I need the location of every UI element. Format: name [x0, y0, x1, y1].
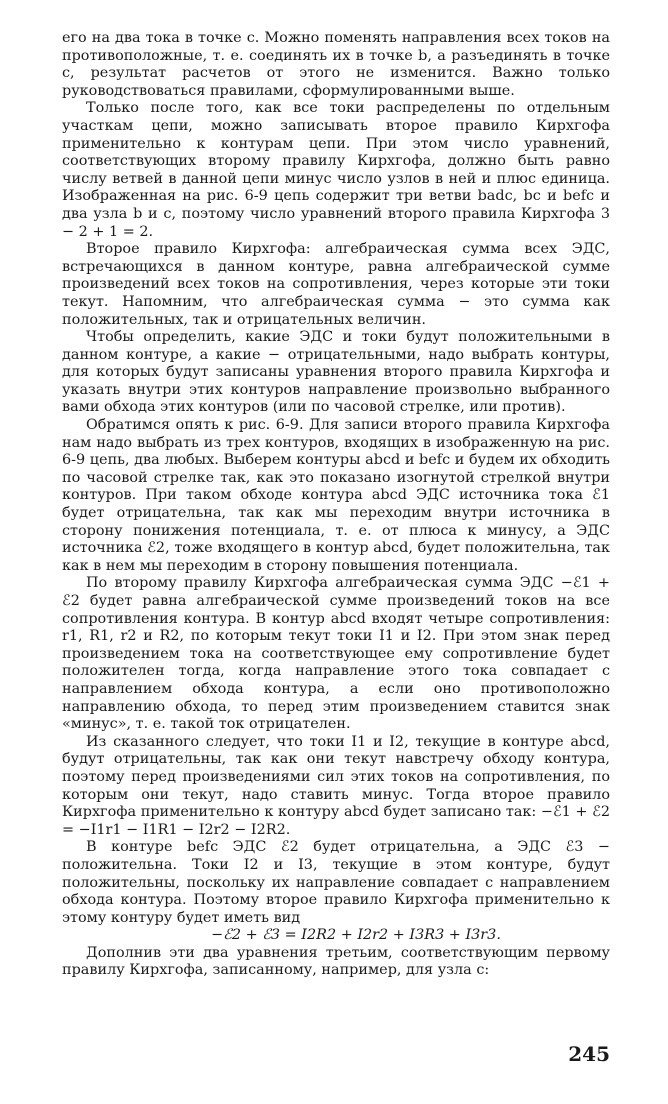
paragraph-2: Только после того, как все токи распределены по отдельным участкам цепи, можно записывать второе правило Кирхгофа применительно к контурам цепи. При этом число уравнений, соответствующих второму правилу Кирхгофа, должно быть равно числу ветвей в данной цепи минус число узлов в ней и плюс единица. Изображенная на рис. 6-9 цепь содержит три ветви badc, bc и befc и два узла b и c, поэтому число уравнений второго правила Кирхгофа 3 − 2 + 1 = 2. — [62, 100, 610, 240]
paragraph-6: По второму правилу Кирхгофа алгебраическая сумма ЭДС −ℰ1 + ℰ2 будет равна алгебраической сумме произведений токов на все сопротивления контура. В контур abcd входят четыре сопротивления: r1, R1, r2 и R2, по которым текут токи I1 и I2. При этом знак перед произведением тока на соответствующее ему сопротивление будет положителен тогда, когда направление этого тока совпадает с направлением обхода контура, а если оно противоположно направлению обхода, то перед этим произведением ставится знак «минус», т. е. такой ток отрицателен. — [62, 575, 610, 733]
paragraph-3: Второе правило Кирхгофа: алгебраическая сумма всех ЭДС, встречающихся в данном контуре, равна алгебраической сумме произведений всех токов на сопротивления, через которые эти токи текут. Напомним, что алгебраическая сумма − это сумма как положительных, так и отрицательных величин. — [62, 241, 610, 328]
page-number: 245 — [568, 1042, 610, 1066]
paragraph-7: Из сказанного следует, что токи I1 и I2, текущие в контуре abcd, будут отрицательны, так как они текут навстречу обходу контура, поэтому перед произведениями сил этих токов на сопротивления, по которым они текут, надо ставить минус. Тогда второе правило Кирхгофа применительно к контуру abcd будет записано так: −ℰ1 + ℰ2 = −I1r1 − I1R1 − I2r2 − I2R2. — [62, 733, 610, 838]
paragraph-8: В контуре befc ЭДС ℰ2 будет отрицательна, а ЭДС ℰ3 − положительна. Токи I2 и I3, текущие в этом контуре, будут положительны, поскольку их направление совпадает с направлением обхода контура. Поэтому второе правило Кирхгофа применительно к этому контуру будет иметь вид — [62, 839, 610, 926]
paragraph-1: его на два тока в точке c. Можно поменять направления всех токов на противоположные, т. е. соединять их в точке b, а разъединять в точке c, результат расчетов от этого не изменится. Важно только руководствоваться правилами, сформулированными выше. — [62, 30, 610, 99]
paragraph-9: Дополнив эти два уравнения третьим, соответствующим первому правилу Кирхгофа, записанному, например, для узла c: — [62, 944, 610, 979]
paragraph-4: Чтобы определить, какие ЭДС и токи будут положительными в данном контуре, а какие − отрицательными, надо выбрать контуры, для которых будут записаны уравнения второго правила Кирхгофа и указать внутри этих контуров направление произвольно выбранного вами обхода этих контуров (или по часовой стрелке, или против). — [62, 329, 610, 416]
paragraph-5: Обратимся опять к рис. 6-9. Для записи второго правила Кирхгофа нам надо выбрать из трех контуров, входящих в изображенную на рис. 6-9 цепь, два любых. Выберем контуры abcd и befc и будем их обходить по часовой стрелке так, как это показано изогнутой стрелкой внутри контуров. При таком обходе контура abcd ЭДС источника тока ℰ1 будет отрицательна, так как мы переходим внутри источника в сторону понижения потенциала, т. е. от плюса к минусу, а ЭДС источника ℰ2, тоже входящего в контур abcd, будет положительна, так как в нем мы переходим в сторону повышения потенциала. — [62, 417, 610, 574]
page-body — [62, 30, 610, 980]
formula: −ℰ2 + ℰ3 = I2R2 + I2r2 + I3R3 + I3r3. — [211, 927, 501, 944]
